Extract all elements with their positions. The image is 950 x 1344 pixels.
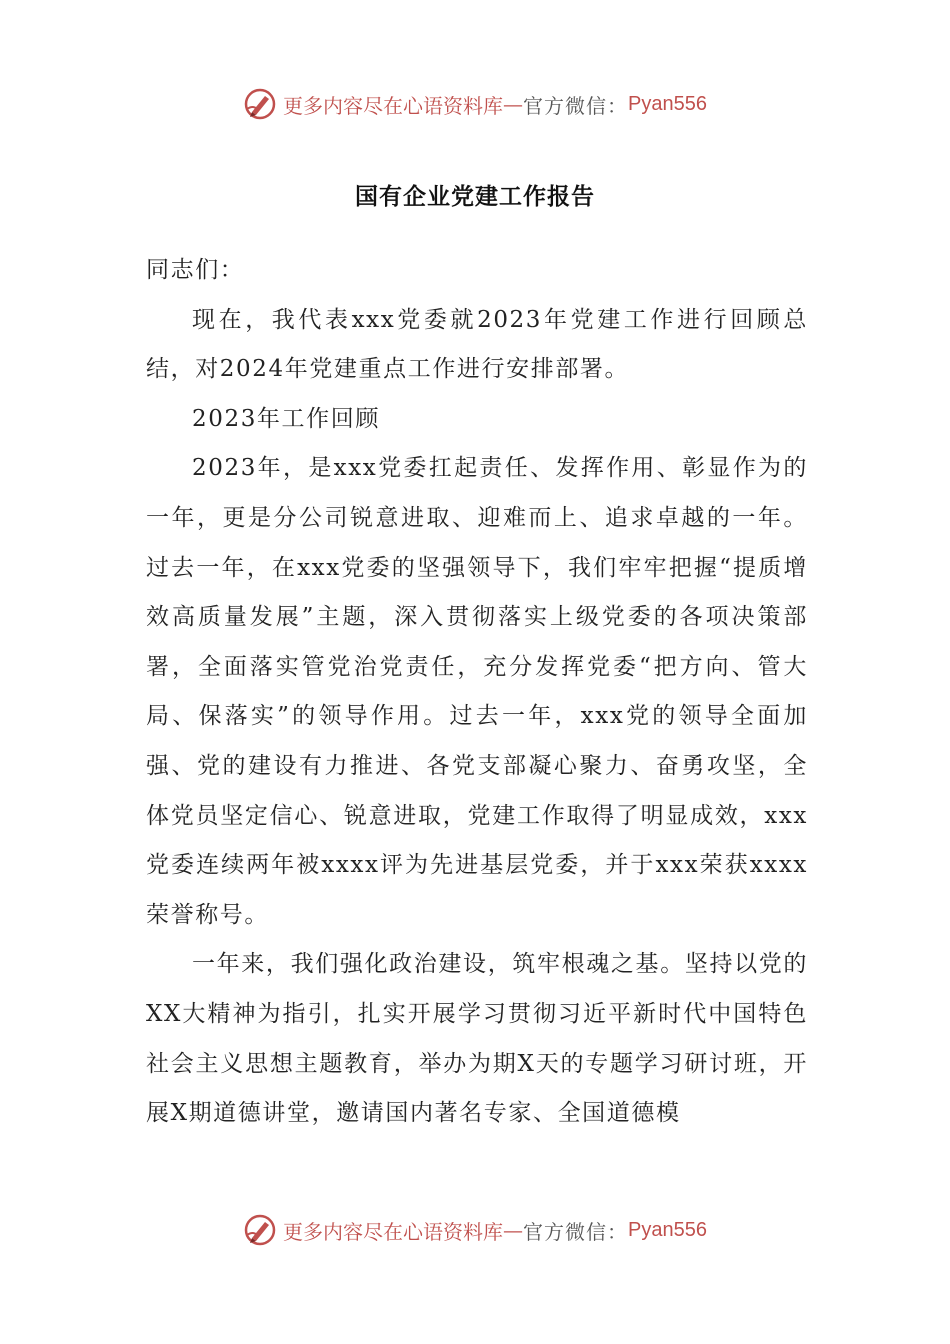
section-heading: 2023年工作回顾 (192, 405, 380, 432)
document-title: 国有企业党建工作报告 (355, 184, 595, 210)
pen-logo-icon (243, 1213, 277, 1247)
banner-brand-text: 更多内容尽在心语资料库 (283, 93, 504, 118)
banner-wechat-id: Pyan556 (628, 92, 707, 115)
banner-dash: — (503, 92, 524, 116)
banner-wechat-id: Pyan556 (628, 1218, 707, 1241)
banner-dash: — (503, 1218, 524, 1242)
paragraph-political: 一年来，我们强化政治建设，筑牢根魂之基。坚持以党的XX大精神为指引，扎实开展学习贯彻习近平新时代中国特色社会主义思想主题教育，举办为期X天的专题学习研讨班，开展X期道德讲堂，邀请国内著名专家、全国道德模 (146, 951, 808, 1127)
paragraph-review: 2023年，是xxx党委扛起责任、发挥作用、彰显作为的一年，更是分公司锐意进取、迎难而上、追求卓越的一年。过去一年，在xxx党委的坚强领导下，我们牢牢把握“提质增效高质量发展”主题，深入贯彻落实上级党委的各项决策部署，全面落实管党治党责任，充分发挥党委“把方向、管大局、保落实”的领导作用。过去一年，xxx党的领导全面加强、党的建设有力推进、各党支部凝心聚力、奋勇攻坚，全体党员坚定信心、锐意进取，党建工作取得了明显成效，xxx党委连续两年被xxxx评为先进基层党委，并于xxx荣获xxxx荣誉称号。 (146, 455, 808, 928)
header-banner (0, 84, 950, 124)
paragraph-intro: 现在，我代表xxx党委就2023年党建工作进行回顾总结，对2024年党建重点工作进行安排部署。 (146, 306, 808, 383)
salutation: 同志们： (146, 257, 245, 283)
document-body (146, 246, 808, 1139)
pen-logo-icon (243, 87, 277, 121)
banner-wechat-label: 官方微信： (523, 93, 629, 118)
banner-brand-text: 更多内容尽在心语资料库 (283, 1219, 504, 1244)
footer-banner (0, 1210, 950, 1250)
banner-wechat-label: 官方微信： (523, 1219, 629, 1244)
